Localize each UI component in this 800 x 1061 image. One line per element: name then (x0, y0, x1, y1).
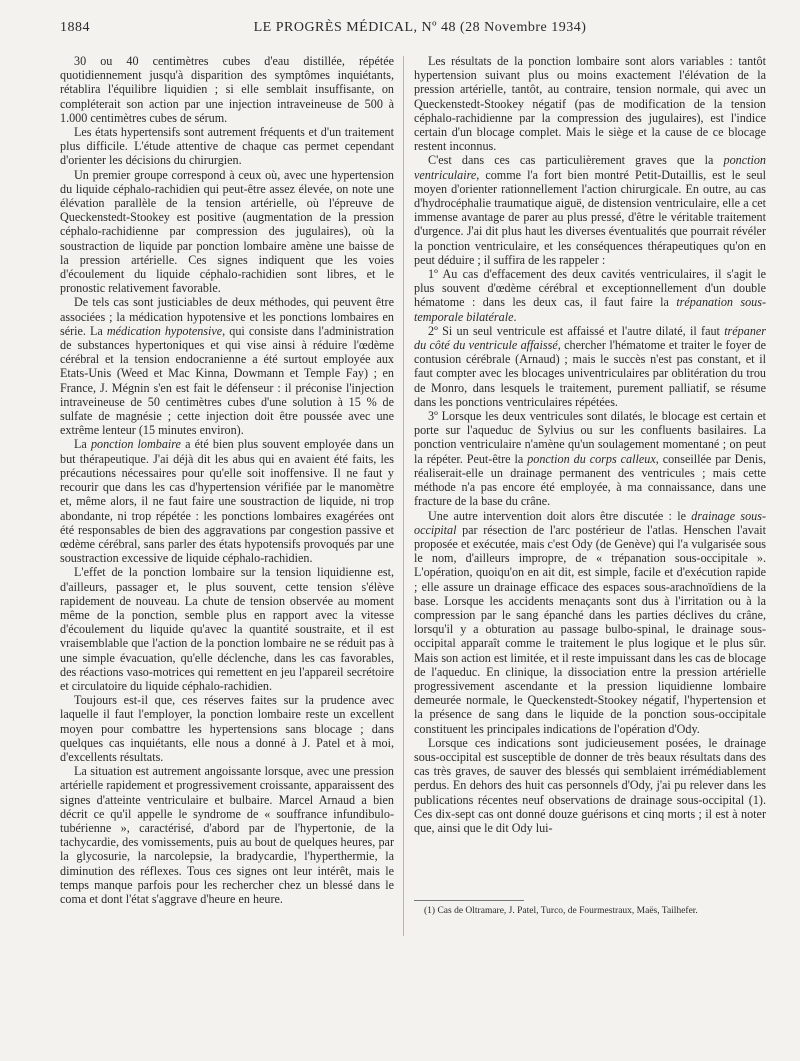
footnote (414, 906, 766, 917)
paragraph (414, 409, 766, 508)
emphasis: ponction du corps calleux (527, 451, 656, 466)
paragraph-text: Une autre intervention doit alors être discutée : le (428, 508, 692, 523)
emphasis: drainage sous-occipital (414, 508, 766, 537)
paragraph (414, 267, 766, 324)
running-header (60, 20, 780, 42)
paragraph (414, 324, 766, 409)
paragraph-text: , chercher l'hématome et traiter le foyer de contusion cérébrale (Arnaud) ; mais le succès n'est pas constant, et il faut compter avec les blocages univentriculaires par oblitération du trou de Monro, dans lesquels le traitement, purement palliatif, se résume dans les ponctions ventriculaires répétées. (414, 338, 766, 409)
paragraph: Les états hypertensifs sont autrement fréquents et d'un traitement plus difficile. L'étude attentive de chaque cas permet cependant d'orienter les décisions du chirurgien. (60, 125, 394, 168)
paragraph-text: , qui consiste dans l'administration de substances hypertoniques et qui vise ainsi à réduire l'œdème cérébral et la tension endocranienne a été surtout employée aux Etats-Unis (Weed et Mac Kinna, Dowmann et Temple Fay) ; en France, J. Mégnin s'en est fait le défenseur : il préconise l'injection intraveineuse de 50 centimètres cubes d'une solution à 15 % de sulfate de magnésie ; cette injection doit être poussée avec une extrême lenteur (15 minutes environ). (60, 323, 394, 438)
paragraph-text: . (513, 309, 517, 324)
page-number: 1884 (60, 20, 90, 35)
paragraph (414, 509, 766, 736)
footnote-rule (414, 900, 524, 901)
paragraph-text: 3º Lorsque les deux ventricules sont dilatés, le blocage est certain et porte sur l'aqueduc de Sylvius ou sur les confluents basilaires. La ponction ventriculaire n'amène qu'un soulagement momentané ; on peut la répéter. Peut-être la (414, 409, 766, 466)
paragraph-text: C'est dans ces cas particulièrement graves que la (428, 153, 724, 168)
emphasis: ponction ventriculaire (414, 153, 766, 182)
emphasis: trépaner du côté du ventricule affaissé (414, 323, 766, 353)
paragraph: Lorsque ces indications sont judicieusement posées, le drainage sous-occipital est susceptible de donner de très beaux résultats dans des cas très graves, de sauver des blessés qui semblaient irrémédiablement perdus. En dehors des huit cas personnels d'Ody, j'ai pu relever dans les publications récentes neuf observations de drainage sous-occipital (1). Ces dix-sept cas ont donné douze guérisons et cinq morts ; il est à noter que, ainsi que le dit Ody lui- (414, 735, 766, 835)
paragraph: Les résultats de la ponction lombaire sont alors variables : tantôt hypertension suivant plus ou moins exactement l'élévation de la pression artérielle, tantôt, au contraire, tension normale, qui avec un Queckenstedt-Stookey négatif (pas de modification de la tension céphalo-rachidienne par la compression des jugulaires), est l'indice certain d'un blocage complet. Mais le siège et la cause de ce blocage restent inconnus. (414, 54, 766, 154)
paragraph (60, 437, 394, 565)
paragraph-text: par résection de l'arc postérieur de l'atlas. Henschen l'avait proposée et exécutée, mais c'est Ody (de Genève) qui l'a vulgarisée sous le nom, d'ailleurs impropre, de « trépanation sous-occipitale ». L'opération, quoiqu'on en ait dit, est simple, facile et d'exécution rapide ; elle assure un drainage efficace des espaces sous-arachnoïdiens de la base. Lorsque les accidents menaçants sont dus à l'irritation ou à la compression par le sang épanché dans les parties déclives du crâne, lorsqu'il y a obturation au passage bulbo-spinal, le drainage sous-occipital apparaît comme le traitement le plus logique et le plus sûr. Mais son action est limitée, et il reste impuissant dans les cas de blocage de l'aqueduc. En clinique, la dissociation entre la pression artérielle progressivement ascendante et la pression liquidienne lombaire demeurée normale, le Queckenstedt-Stookey négatif, l'hypertension et la présence de sang dans le liquide de la ponction sous-occipitale constituent les principales indications de l'opération d'Ody. (414, 522, 766, 736)
paragraph-text: La (74, 437, 91, 452)
right-column (414, 54, 766, 835)
paragraph: Toujours est-il que, ces réserves faites sur la prudence avec laquelle il faut l'employer, la ponction lombaire reste un excellent moyen pour combattre les hypertensions sans blocage ; dans quelques cas inquiétants, elle nous a donné à J. Patel et à moi, d'excellents résultats. (60, 693, 394, 764)
paragraph: La situation est autrement angoissante lorsque, avec une pression artérielle rapidement et progressivement croissante, apparaissent des signes d'atteinte ventriculaire et bulbaire. Marcel Arnaud a bien décrit ce qu'il appelle le syndrome de « souffrance infundibulo-tubérienne », caractérisé, d'abord par de l'hypertonie, de la tachycardie, des vomissements, puis au bout de quelques heures, par la glycosurie, la narcolepsie, la bradycardie, l'hyperthermie, la diminution des réflexes. Tous ces signes ont leur intérêt, mais le temps manque parfois pour les rechercher chez un blessé dans le coma et dont l'état s'aggrave d'heure en heure. (60, 764, 394, 906)
left-column (60, 54, 394, 906)
paragraph-text: , comme l'a fort bien montré Petit-Dutaillis, est le seul moyen d'orienter rationnellement l'action chirurgicale. En outre, au cas d'hydrocéphalie traumatique aiguë, de distension ventriculaire, elle a cet immense avantage de parer au plus pressé, d'être le véritable traitement d'urgence. J'ai dit plus haut les diverses éventualités que pourrait révéler la ponction ventriculaire, et les conséquences thérapeutiques qu'on en peut déduire ; il suffira de les rappeler : (414, 167, 766, 267)
paragraph (414, 153, 766, 267)
journal-title: LE PROGRÈS MÉDICAL, Nº 48 (28 Novembre 1934) (253, 20, 587, 35)
footnote-text: (1) Cas de Oltramare, J. Patel, Turco, de Fourmestraux, Maës, Tailhefer. (424, 906, 698, 916)
emphasis: ponction lombaire (90, 437, 181, 452)
paragraph-text: De tels cas sont justiciables de deux méthodes, qui peuvent être associées ; la médication hypotensive et les ponctions lombaires en série. La (60, 295, 394, 338)
emphasis: médication hypotensive (106, 323, 223, 338)
paragraph: L'effet de la ponction lombaire sur la tension liquidienne est, d'ailleurs, passager et, le plus souvent, cette tension s'élève rapidement de nouveau. La chute de tension observée au moment même de la ponction, semble plus en rapport avec la vitesse d'écoulement du liquide qu'avec la quantité soustraite, et il est vraisemblable que l'action de la ponction lombaire ne se réduit pas à une simple évacuation, qu'elle déclenche, dans les cas favorables, des réactions vaso-motrices qui remettent en jeu l'appareil secrétoire et circulatoire du liquide céphalo-rachidien. (60, 565, 394, 693)
paragraph: 30 ou 40 centimètres cubes d'eau distillée, répétée quotidiennement jusqu'à disparition des symptômes inquiétants, rétablira l'équilibre liquidien ; si elle semblait insuffisante, on compléterait son action par une injection intraveineuse de 500 à 1.000 centimètres cubes de sérum. (60, 54, 394, 125)
paragraph (60, 295, 394, 437)
paragraph-text: 2º Si un seul ventricule est affaissé et l'autre dilaté, il faut (428, 323, 725, 338)
paragraph-text: 1º Au cas d'effacement des deux cavités ventriculaires, il s'agit le plus souvent d'œdème cérébral et exceptionnellement d'un double hématome : dans les deux cas, il faut faire la (414, 267, 766, 310)
paragraph: Un premier groupe correspond à ceux où, avec une hypertension du liquide céphalo-rachidien qui peut-être assez élevée, on note une élévation parallèle de la tension artérielle, où l'épreuve de Queckenstedt-Stookey est positive (augmentation de la pression céphalo-rachidienne par compression des jugulaires), où la soustraction de liquide par ponction lombaire amène une baisse de la pression artérielle. Ces signes indiquent que les voies d'écoulement du liquide céphalo-rachidien sont libres, et le pronostic relativement favorable. (60, 167, 394, 296)
column-divider (403, 56, 404, 936)
emphasis: trépanation sous-temporale bilatérale (414, 295, 766, 324)
paragraph-text: , conseillée par Denis, réaliserait-elle un drainage permanent des ventricules ; mais cette méthode n'a pas encore été employée, à ma connaissance, dans une fracture de la base du crâne. (414, 451, 767, 509)
paragraph-text: a été bien plus souvent employée dans un but thérapeutique. J'ai déjà dit les abus qui en avaient été faits, les précautions nécessaires pour qu'elle soit inoffensive. Il ne faut y recourir que dans les cas d'hypertension vérifiée par le manomètre et, même alors, il ne faut faire une soustraction de liquide, ni trop abondante, ni trop répétée : les ponctions lombaires exagérées ont été responsables de bien des aggravations par congestion passive et œdème cérébral, sans parler des états hypotensifs provoqués par une soustraction excessive de liquide céphalo-rachidien. (60, 437, 394, 566)
